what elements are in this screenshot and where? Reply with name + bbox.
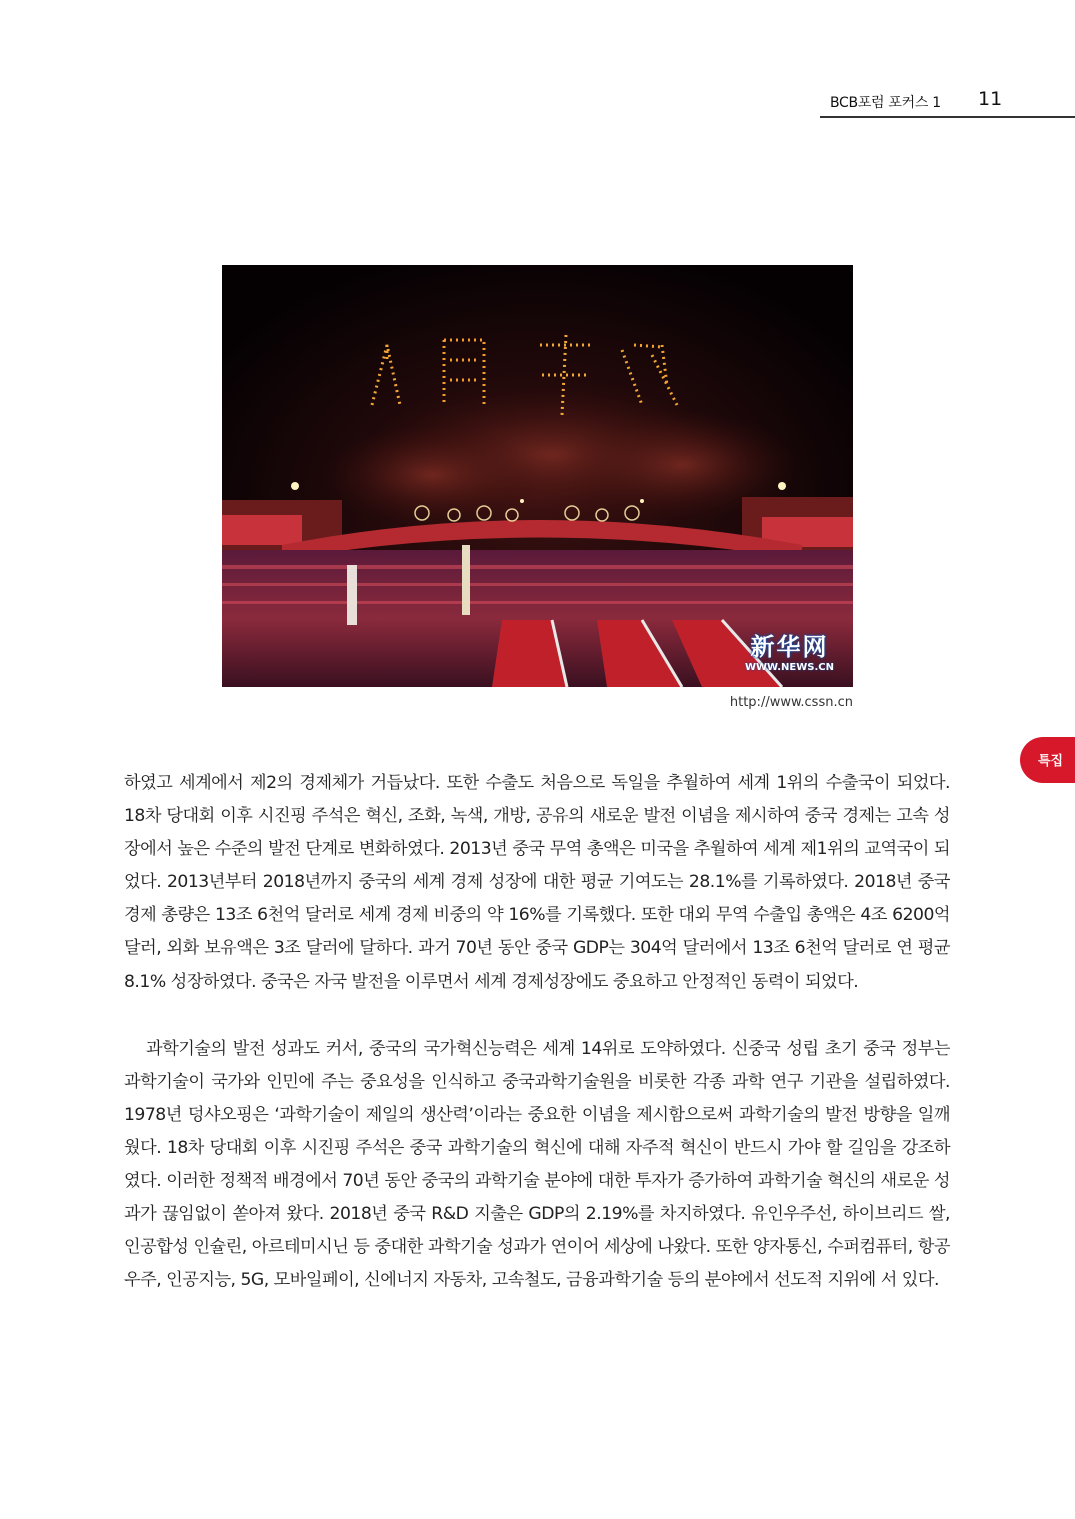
section-tab-label: 특집	[1038, 754, 1064, 769]
photo-caption: http://www.cssn.cn	[729, 695, 853, 710]
fireworks-photo	[222, 265, 853, 687]
watermark-url: WWW.NEWS.CN	[744, 662, 834, 673]
body-text	[124, 767, 950, 1297]
section-tab	[1020, 737, 1075, 783]
header-title: BCB포럼 포커스 1	[830, 95, 941, 111]
watermark-cn: 新华网	[750, 633, 829, 661]
running-header	[820, 88, 1075, 118]
paragraph-1: 하였고 세계에서 제2의 경제체가 거듭났다. 또한 수출도 처음으로 독일을 추월하여 세계 1위의 수출국이 되었다. 18차 당대회 이후 시진핑 주석은 혁신, 조화, 녹색, 개방, 공유의 새로운 발전 이념을 제시하여 중국 경제는 고속 성장에서 높은 수준의 발전 단계로 변화하였다. 2013년 중국 무역 총액은 미국을 추월하여 세계 제1위의 교역국이 되었다. 2013년부터 2018년까지 중국의 세계 경제 성장에 대한 평균 기여도는 28.1%를 기록하였다. 2018년 중국 경제 총량은 13조 6천억 달러로 세계 경제 비중의 약 16%를 기록했다. 또한 대외 무역 수출입 총액은 4조 6200억 달러, 외화 보유액은 3조 달러에 달하다. 과거 70년 동안 중국 GDP는 304억 달러에서 13조 6천억 달러로 연 평균 8.1% 성장하였다. 중국은 자국 발전을 이루면서 세계 경제성장에도 중요하고 안정적인 동력이 되었다.	[124, 773, 950, 992]
page-number: 11	[978, 88, 1003, 110]
watermark-logo	[742, 627, 837, 673]
paragraph-2: 과학기술의 발전 성과도 커서, 중국의 국가혁신능력은 세계 14위로 도약하였다. 신중국 성립 초기 중국 정부는 과학기술이 국가와 인민에 주는 중요성을 인식하고 중국과학기술원을 비롯한 각종 과학 연구 기관을 설립하였다. 1978년 덩샤오핑은 ‘과학기술이 제일의 생산력’이라는 중요한 이념을 제시함으로써 과학기술의 발전 방향을 일깨웠다. 18차 당대회 이후 시진핑 주석은 중국 과학기술의 혁신에 대해 자주적 혁신이 반드시 가야 할 길임을 강조하였다. 이러한 정책적 배경에서 70년 동안 중국의 과학기술 분야에 대한 투자가 증가하여 과학기술 혁신의 새로운 성과가 끊임없이 쏟아져 왔다. 2018년 중국 R&D 지출은 GDP의 2.19%를 차지하였다. 유인우주선, 하이브리드 쌀, 인공합성 인슐린, 아르테미시닌 등 중대한 과학기술 성과가 연이어 세상에 나왔다. 또한 양자통신, 수퍼컴퓨터, 항공우주, 인공지능, 5G, 모바일페이, 신에너지 자동차, 고속철도, 금융과학기술 등의 분야에서 선도적 지위에 서 있다.	[124, 1038, 950, 1291]
